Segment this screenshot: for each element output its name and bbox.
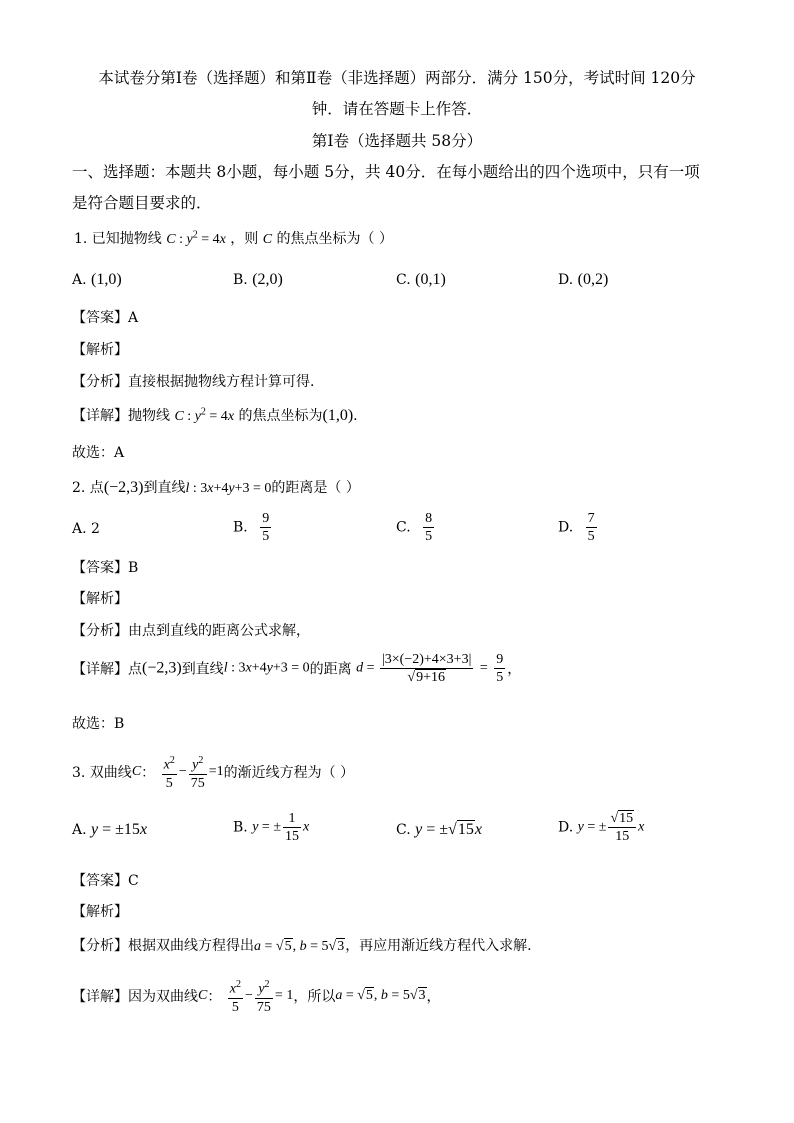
q2-option-c: C. $\frac{8}{5}$ [396,511,433,544]
q1-choose: 故选：A [72,445,125,461]
q3-option-d: D. y = ± $\frac{√15}{15}$ x [558,811,645,844]
q2-answer: 【答案】B [72,560,139,576]
q1-option-c: C. (0,1) [396,271,446,288]
question-3-stem: 3. 双曲线C： $\frac{x^2}{5}$ − $\frac{y^2}{75}$ =1的渐近线方程为（ ） [72,755,355,791]
q1-option-d: D. (0,2) [558,271,609,288]
q3-analysis-label: 【解析】 [72,904,128,920]
q2-option-a: A. 2 [72,521,100,537]
q2-option-b: B. $\frac{9}{5}$ [233,511,270,544]
q3-option-b: B. y = ± $\frac{1}{15}$ x [233,811,310,844]
q3-answer: 【答案】C [72,873,139,889]
q2-option-d: D. $\frac{7}{5}$ [558,511,595,544]
part1-instruction-line-1: 一、选择题：本题共 8小题，每小题 5分，共 40分．在每小题给出的四个选项中，只有一项 [72,163,700,181]
intro-line-1: 本试卷分第Ⅰ卷（选择题）和第Ⅱ卷（非选择题）两部分．满分 150分，考试时间 120分 [98,69,696,87]
part1-instruction-line-2: 是符合题目要求的． [72,194,212,212]
q2-detail: 【详解】点(−2,3)到直线l : 3x+4y+3 = 0的距离 d = $\frac{|3\times(-2)+4\times 3+3|}{√9+16}$ = $\frac{9}{5}$ ， [72,652,522,685]
section-title: 第Ⅰ卷（选择题共 58分） [311,132,483,150]
q1-option-b: B. (2,0) [233,271,283,288]
q3-option-a: A. y = ±15x [72,821,148,838]
q1-option-a: A. (1,0) [72,271,122,288]
question-1-stem: 1. 已知抛物线 C : $y^2 = 4x$ ，则 C 的焦点坐标为（ ） [74,229,393,247]
q2-analysis-label: 【解析】 [72,591,128,607]
q1-detail: 【详解】抛物线 C : $y^2 = 4x$ 的焦点坐标为(1,0). [72,406,358,424]
question-2-stem: 2. 点(−2,3)到直线l : 3x+4y+3 = 0的距离是（ ） [72,479,360,496]
q1-fenxi: 【分析】直接根据抛物线方程计算可得. [72,374,315,390]
q1-equation: C : $y^2 = 4x$ [166,229,226,247]
q3-option-c: C. y = ±√15x [396,821,482,838]
q2-choose: 故选：B [72,716,125,732]
q1-answer: 【答案】A [72,310,139,326]
q3-fenxi: 【分析】根据双曲线方程得出a = √5, b = 5√3，再应用渐近线方程代入求解. [72,938,532,954]
intro-line-2: 钟．请在答题卡上作答． [311,100,483,118]
q1-analysis-label: 【解析】 [72,342,128,358]
q2-fenxi: 【分析】由点到直线的距离公式求解， [72,623,310,639]
q3-detail: 【详解】因为双曲线C： $\frac{x^2}{5}$ − $\frac{y^2}{75}$ = 1，所以a = √5, b = 5√3， [72,979,441,1015]
